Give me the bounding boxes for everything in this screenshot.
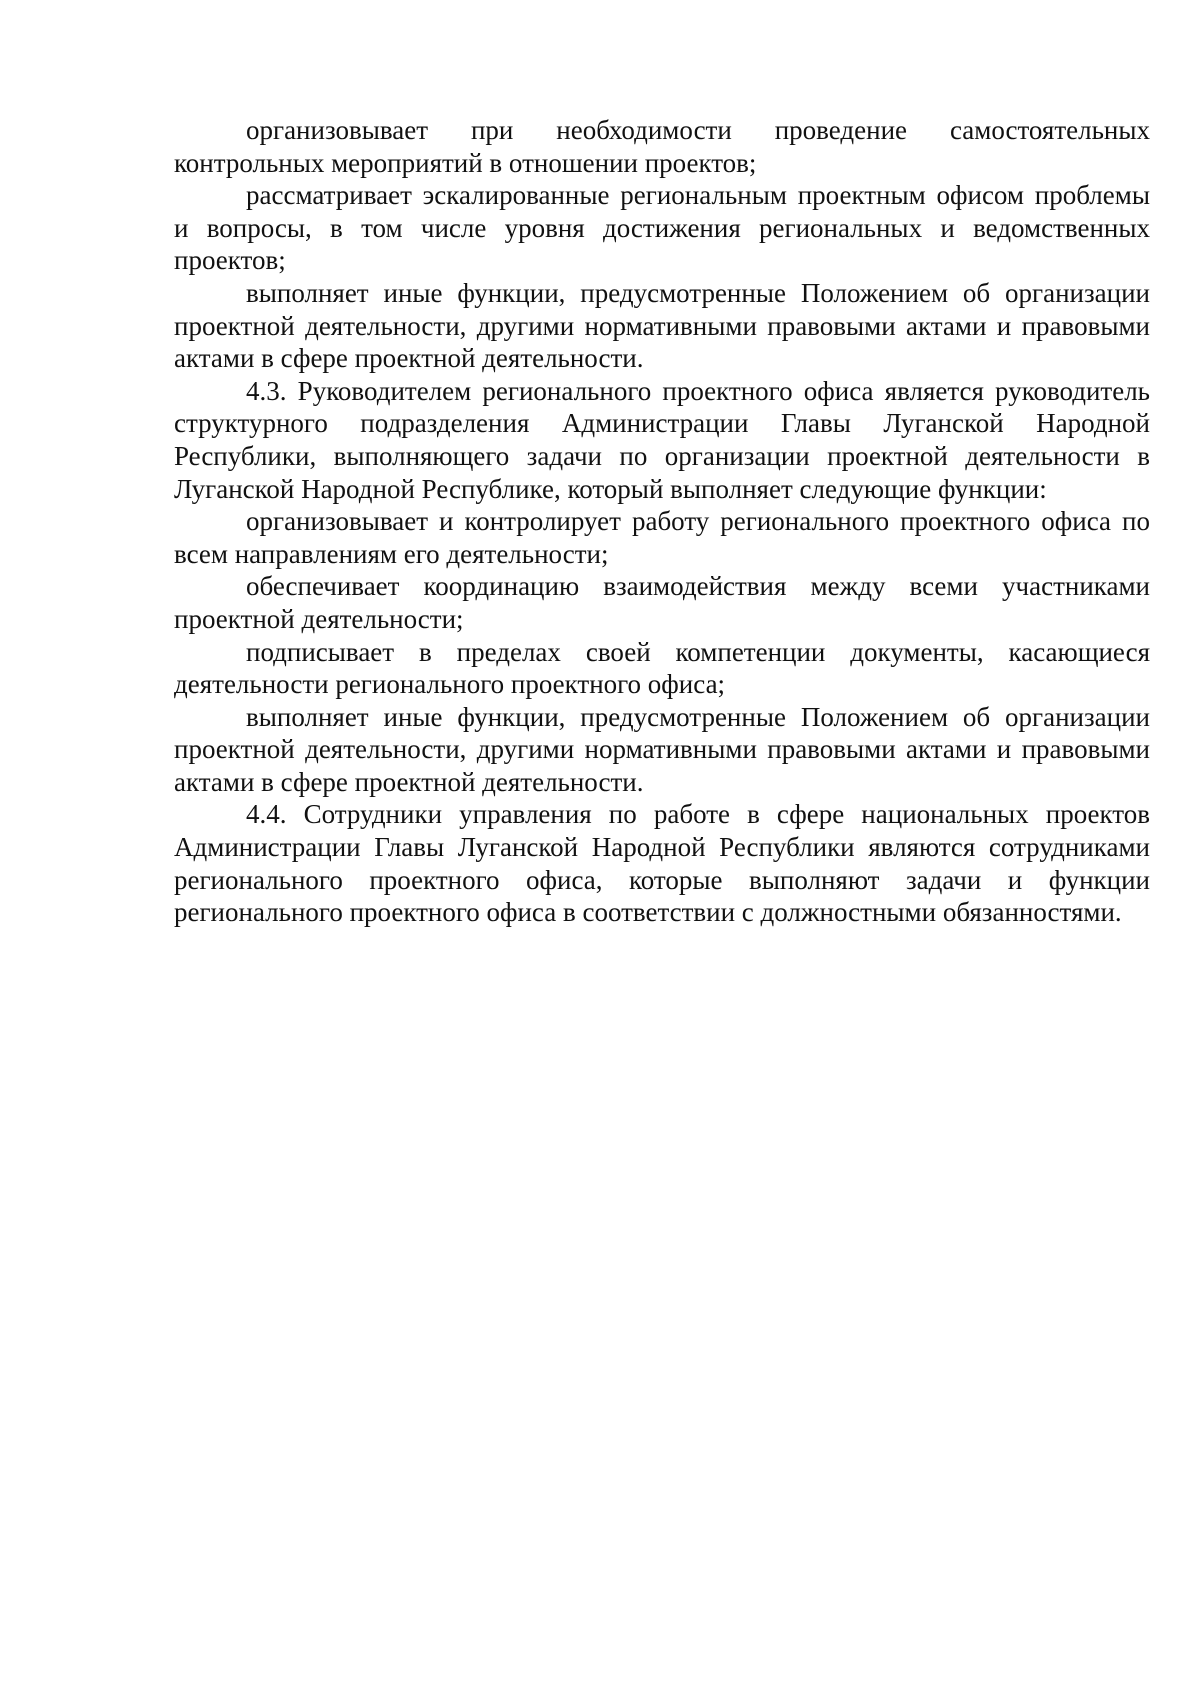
paragraph-other-functions-2: выполняет иные функции, предусмотренные Положением об организации проектной деятельности, другими нормативными правовыми актами и правовыми актами в сфере проектной деятельности.	[174, 701, 1150, 797]
paragraph-section-4-3: 4.3. Руководителем регионального проектного офиса является руководитель структурного подразделения Администрации Главы Луганской Народной Республики, выполняющего задачи по организации проектной деятельности в Луганской Народной Республике, который выполняет следующие функции:	[174, 375, 1150, 504]
paragraph-coordination: обеспечивает координацию взаимодействия между всеми участниками проектной деятельности;	[174, 571, 1150, 634]
document-body	[174, 114, 1150, 929]
paragraph-other-functions-1: выполняет иные функции, предусмотренные Положением об организации проектной деятельности, другими нормативными правовыми актами и правовыми актами в сфере проектной деятельности.	[174, 277, 1150, 374]
paragraph-organizes-work: организовывает и контролирует работу регионального проектного офиса по всем направлениям его деятельности;	[174, 506, 1150, 569]
paragraph-signs-documents: подписывает в пределах своей компетенции документы, касающиеся деятельности регионального проектного офиса;	[174, 636, 1150, 700]
paragraph-escalated-issues: рассматривает эскалированные региональным проектным офисом проблемы и вопросы, в том числе уровня достижения региональных и ведомственных проектов;	[174, 180, 1150, 276]
paragraph-control-measures: организовывает при необходимости проведение самостоятельных контрольных мероприятий в отношении проектов;	[174, 115, 1150, 178]
paragraph-section-4-4: 4.4. Сотрудники управления по работе в сфере национальных проектов Администрации Главы Луганской Народной Республики являются сотрудниками регионального проектного офиса, которые выполняют задачи и функции регионального проектного офиса в соответствии с должностными обязанностями.	[174, 799, 1150, 928]
